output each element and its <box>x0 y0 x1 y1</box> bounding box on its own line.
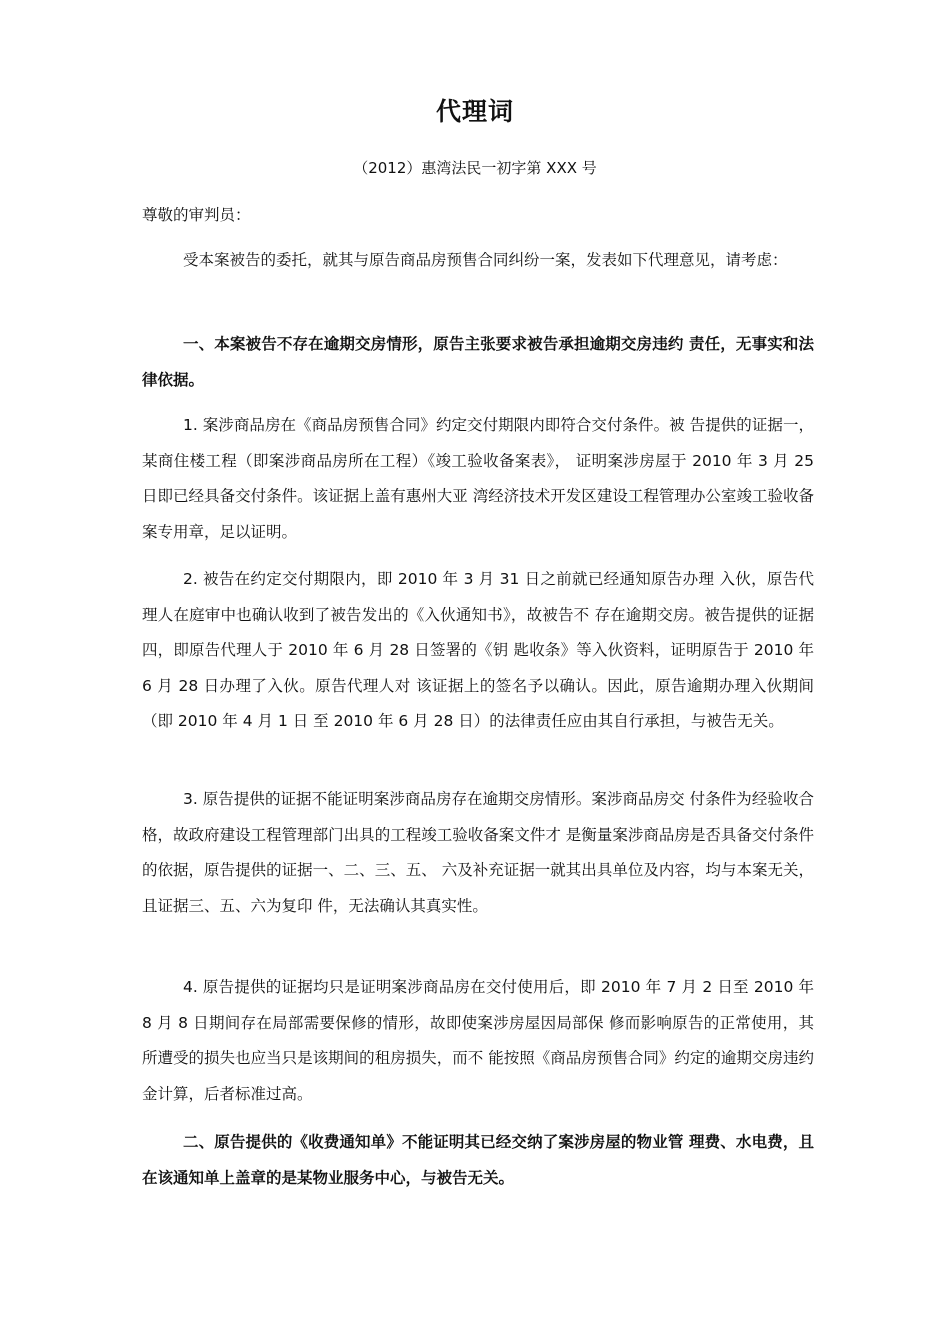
heading-1-block <box>142 327 814 398</box>
item-1-block <box>142 408 814 550</box>
salutation: 尊敬的审判员： <box>142 206 251 224</box>
item-3-block <box>142 782 814 924</box>
item-2-block <box>142 562 814 740</box>
case-number: （2012）惠湾法民一初字第 XXX 号 <box>353 159 597 177</box>
section-heading-2: 二、原告提供的《收费通知单》不能证明其已经交纳了案涉房屋的物业管 理费、水电费，且在该通知单上盖章的是某物业服务中心，与被告无关。 <box>142 1133 814 1187</box>
intro-block <box>142 243 814 279</box>
section-heading-1: 一、本案被告不存在逾期交房情形，原告主张要求被告承担逾期交房违约 责任，无事实和法律依据。 <box>142 335 814 389</box>
salutation-block <box>142 198 814 234</box>
item-4-block <box>142 970 814 1112</box>
heading-2-block <box>142 1125 814 1196</box>
document-title: 代理词 <box>435 97 514 126</box>
argument-item-3: 3. 原告提供的证据不能证明案涉商品房存在逾期交房情形。案涉商品房交 付条件为经验收合格，故政府建设工程管理部门出具的工程竣工验收备案文件才 是衡量案涉商品房是否具备交付条件的依据，原告提供的证据一、二、三、五、 六及补充证据一就其出具单位及内容，均与本案无关，且证据三、五、六为复印 件，无法确认其真实性。 <box>142 790 814 915</box>
argument-item-2: 2. 被告在约定交付期限内，即 2010 年 3 月 31 日之前就已经通知原告办理 入伙，原告代理人在庭审中也确认收到了被告发出的《入伙通知书》，故被告不 存在逾期交房。被告提供的证据四，即原告代理人于 2010 年 6 月 28 日签署的《钥 匙收条》等入伙资料，证明原告于 2010 年 6 月 28 日办理了入伙。原告代理人对 该证据上的签名予以确认。因此，原告逾期办理入伙期间（即 2010 年 4 月 1 日 至 2010 年 6 月 28 日）的法律责任应由其自行承担，与被告无关。 <box>142 570 814 730</box>
argument-item-4: 4. 原告提供的证据均只是证明案涉商品房在交付使用后，即 2010 年 7 月 2 日至 2010 年 8 月 8 日期间存在局部需要保修的情形，故即使案涉房屋因局部保 修而影响原告的正常使用，其所遭受的损失也应当只是该期间的租房损失，而不 能按照《商品房预售合同》约定的逾期交房违约金计算，后者标准过高。 <box>142 978 814 1103</box>
argument-item-1: 1. 案涉商品房在《商品房预售合同》约定交付期限内即符合交付条件。被 告提供的证据一，某商住楼工程（即案涉商品房所在工程）《竣工验收备案表》， 证明案涉房屋于 2010 年 3 月 25 日即已经具备交付条件。该证据上盖有惠州大亚 湾经济技术开发区建设工程管理办公室竣工验收备案专用章，足以证明。 <box>142 416 814 541</box>
intro-paragraph: 受本案被告的委托，就其与原告商品房预售合同纠纷一案，发表如下代理意见，请考虑： <box>183 251 788 269</box>
